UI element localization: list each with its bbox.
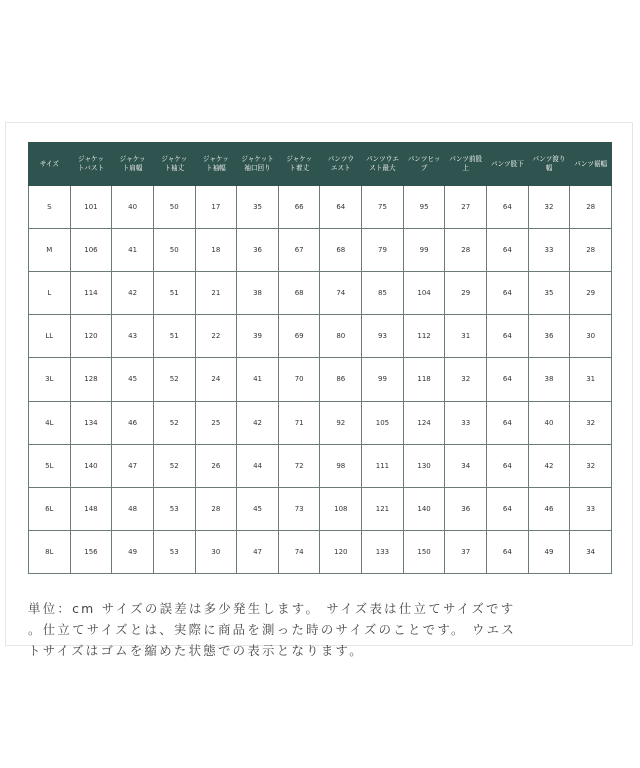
table-cell: 52 xyxy=(153,444,195,487)
table-cell: 32 xyxy=(528,186,570,229)
column-header-line: 袖口回り xyxy=(244,164,271,172)
table-cell: 86 xyxy=(320,358,362,401)
note-line-2: 。仕立てサイズとは、実際に商品を測った時のサイズのことです。 ウエス xyxy=(28,622,517,637)
column-header-line: パンツヒップ xyxy=(407,155,441,172)
column-header xyxy=(362,143,404,186)
column-header xyxy=(70,143,112,186)
table-cell: 106 xyxy=(70,229,112,272)
table-body xyxy=(29,186,612,574)
table-cell: 112 xyxy=(403,315,445,358)
column-header xyxy=(29,143,71,186)
column-header-line: パンツ渡り幅 xyxy=(532,155,566,172)
table-row xyxy=(29,530,612,573)
table-cell: 64 xyxy=(487,444,529,487)
table-cell: 140 xyxy=(403,487,445,530)
table-cell: 130 xyxy=(403,444,445,487)
table-cell: 47 xyxy=(237,530,279,573)
table-cell: 39 xyxy=(237,315,279,358)
table-cell: 71 xyxy=(278,401,320,444)
table-cell: 53 xyxy=(153,530,195,573)
column-header xyxy=(570,143,612,186)
table-cell: 79 xyxy=(362,229,404,272)
column-header-line: パンツウ xyxy=(327,155,354,163)
table-cell: 40 xyxy=(112,186,154,229)
column-header-line: パンツウエ xyxy=(365,155,399,163)
table-cell: 24 xyxy=(195,358,237,401)
table-cell: 32 xyxy=(445,358,487,401)
size-label-cell: S xyxy=(29,186,71,229)
table-cell: 148 xyxy=(70,487,112,530)
table-row xyxy=(29,272,612,315)
column-header-line: ト肩幅 xyxy=(122,164,143,172)
table-cell: 28 xyxy=(445,229,487,272)
column-header xyxy=(112,143,154,186)
table-cell: 64 xyxy=(487,186,529,229)
size-label-cell: M xyxy=(29,229,71,272)
table-cell: 120 xyxy=(70,315,112,358)
table-cell: 41 xyxy=(112,229,154,272)
table-cell: 134 xyxy=(70,401,112,444)
table-cell: 74 xyxy=(278,530,320,573)
table-cell: 72 xyxy=(278,444,320,487)
size-label-cell: 8L xyxy=(29,530,71,573)
table-cell: 140 xyxy=(70,444,112,487)
table-cell: 85 xyxy=(362,272,404,315)
table-cell: 45 xyxy=(237,487,279,530)
table-cell: 98 xyxy=(320,444,362,487)
size-label-cell: 3L xyxy=(29,358,71,401)
table-cell: 18 xyxy=(195,229,237,272)
table-cell: 29 xyxy=(570,272,612,315)
table-cell: 68 xyxy=(278,272,320,315)
column-header-line: ジャケッ xyxy=(78,155,104,163)
table-cell: 43 xyxy=(112,315,154,358)
table-cell: 30 xyxy=(570,315,612,358)
table-cell: 48 xyxy=(112,487,154,530)
table-cell: 32 xyxy=(570,444,612,487)
table-cell: 64 xyxy=(320,186,362,229)
column-header-line: スト最大 xyxy=(369,164,396,172)
table-cell: 52 xyxy=(153,401,195,444)
size-label-cell: 6L xyxy=(29,487,71,530)
table-cell: 38 xyxy=(528,358,570,401)
table-cell: 41 xyxy=(237,358,279,401)
table-cell: 150 xyxy=(403,530,445,573)
size-label-cell: 4L xyxy=(29,401,71,444)
column-header xyxy=(320,143,362,186)
table-cell: 64 xyxy=(487,272,529,315)
table-cell: 67 xyxy=(278,229,320,272)
table-cell: 64 xyxy=(487,401,529,444)
table-cell: 22 xyxy=(195,315,237,358)
table-cell: 118 xyxy=(403,358,445,401)
table-cell: 17 xyxy=(195,186,237,229)
table-cell: 46 xyxy=(528,487,570,530)
table-cell: 52 xyxy=(153,358,195,401)
column-header xyxy=(278,143,320,186)
table-cell: 121 xyxy=(362,487,404,530)
table-cell: 64 xyxy=(487,229,529,272)
table-header-row xyxy=(29,143,612,186)
column-header-line: ト袖幅 xyxy=(205,164,226,172)
table-cell: 99 xyxy=(362,358,404,401)
column-header-line: エスト xyxy=(330,164,351,172)
column-header-line: パンツ裾幅 xyxy=(574,159,608,168)
table-cell: 28 xyxy=(195,487,237,530)
table-cell: 105 xyxy=(362,401,404,444)
table-cell: 37 xyxy=(445,530,487,573)
table-cell: 33 xyxy=(570,487,612,530)
table-cell: 27 xyxy=(445,186,487,229)
table-cell: 26 xyxy=(195,444,237,487)
table-cell: 33 xyxy=(528,229,570,272)
table-cell: 64 xyxy=(487,315,529,358)
table-cell: 128 xyxy=(70,358,112,401)
table-cell: 64 xyxy=(487,487,529,530)
column-header xyxy=(195,143,237,186)
table-cell: 33 xyxy=(445,401,487,444)
table-cell: 36 xyxy=(237,229,279,272)
table-cell: 34 xyxy=(570,530,612,573)
table-cell: 51 xyxy=(153,272,195,315)
column-header xyxy=(445,143,487,186)
table-cell: 31 xyxy=(445,315,487,358)
size-table xyxy=(28,142,612,574)
table-cell: 25 xyxy=(195,401,237,444)
table-cell: 68 xyxy=(320,229,362,272)
table-cell: 21 xyxy=(195,272,237,315)
column-header-line: ジャケッ xyxy=(286,155,313,163)
table-cell: 74 xyxy=(320,272,362,315)
table-cell: 51 xyxy=(153,315,195,358)
table-cell: 31 xyxy=(570,358,612,401)
table-row xyxy=(29,487,612,530)
table-cell: 92 xyxy=(320,401,362,444)
table-cell: 101 xyxy=(70,186,112,229)
table-cell: 35 xyxy=(528,272,570,315)
table-cell: 38 xyxy=(237,272,279,315)
table-cell: 104 xyxy=(403,272,445,315)
table-cell: 111 xyxy=(362,444,404,487)
column-header xyxy=(487,143,529,186)
column-header-line: トバスト xyxy=(77,164,105,172)
table-cell: 35 xyxy=(237,186,279,229)
table-cell: 133 xyxy=(362,530,404,573)
column-header-line: ジャケッ xyxy=(161,155,188,163)
size-label-cell: 5L xyxy=(29,444,71,487)
table-cell: 75 xyxy=(362,186,404,229)
table-row xyxy=(29,444,612,487)
table-cell: 50 xyxy=(153,229,195,272)
column-header-line: ジャケッ xyxy=(119,155,146,163)
table-cell: 40 xyxy=(528,401,570,444)
table-cell: 95 xyxy=(403,186,445,229)
table-cell: 114 xyxy=(70,272,112,315)
table-cell: 28 xyxy=(570,229,612,272)
table-cell: 66 xyxy=(278,186,320,229)
table-cell: 34 xyxy=(445,444,487,487)
table-cell: 29 xyxy=(445,272,487,315)
column-header-line: パンツ前股上 xyxy=(449,155,483,172)
table-cell: 46 xyxy=(112,401,154,444)
column-header-line: ジャケッ xyxy=(202,155,229,163)
table-cell: 42 xyxy=(237,401,279,444)
column-header xyxy=(403,143,445,186)
column-header xyxy=(153,143,195,186)
table-cell: 36 xyxy=(528,315,570,358)
table-cell: 32 xyxy=(570,401,612,444)
column-header-line: サイズ xyxy=(39,159,59,168)
table-row xyxy=(29,186,612,229)
table-cell: 156 xyxy=(70,530,112,573)
table-cell: 36 xyxy=(445,487,487,530)
table-cell: 28 xyxy=(570,186,612,229)
note-line-1: 単位：cm サイズの誤差は多少発生します。 サイズ表は仕立てサイズです xyxy=(28,601,516,616)
table-cell: 93 xyxy=(362,315,404,358)
table-row xyxy=(29,401,612,444)
table-row xyxy=(29,358,612,401)
table-cell: 42 xyxy=(112,272,154,315)
table-cell: 50 xyxy=(153,186,195,229)
column-header-line: ト袖丈 xyxy=(164,164,185,172)
column-header xyxy=(528,143,570,186)
table-row xyxy=(29,315,612,358)
column-header-line: パンツ股下 xyxy=(490,159,524,168)
column-header xyxy=(237,143,279,186)
table-cell: 64 xyxy=(487,358,529,401)
table-cell: 64 xyxy=(487,530,529,573)
table-cell: 44 xyxy=(237,444,279,487)
table-cell: 42 xyxy=(528,444,570,487)
note-line-3: トサイズはゴムを縮めた状態での表示となります。 xyxy=(28,643,364,658)
column-header-line: ジャケット xyxy=(241,155,274,163)
table-cell: 53 xyxy=(153,487,195,530)
table-cell: 108 xyxy=(320,487,362,530)
table-cell: 124 xyxy=(403,401,445,444)
table-cell: 99 xyxy=(403,229,445,272)
table-cell: 49 xyxy=(112,530,154,573)
table-row xyxy=(29,229,612,272)
size-label-cell: L xyxy=(29,272,71,315)
table-cell: 30 xyxy=(195,530,237,573)
table-cell: 73 xyxy=(278,487,320,530)
column-header-line: ト着丈 xyxy=(289,164,310,172)
size-label-cell: LL xyxy=(29,315,71,358)
table-cell: 45 xyxy=(112,358,154,401)
table-cell: 69 xyxy=(278,315,320,358)
table-cell: 49 xyxy=(528,530,570,573)
size-note xyxy=(28,598,628,661)
table-cell: 70 xyxy=(278,358,320,401)
table-cell: 80 xyxy=(320,315,362,358)
table-cell: 120 xyxy=(320,530,362,573)
table-cell: 47 xyxy=(112,444,154,487)
